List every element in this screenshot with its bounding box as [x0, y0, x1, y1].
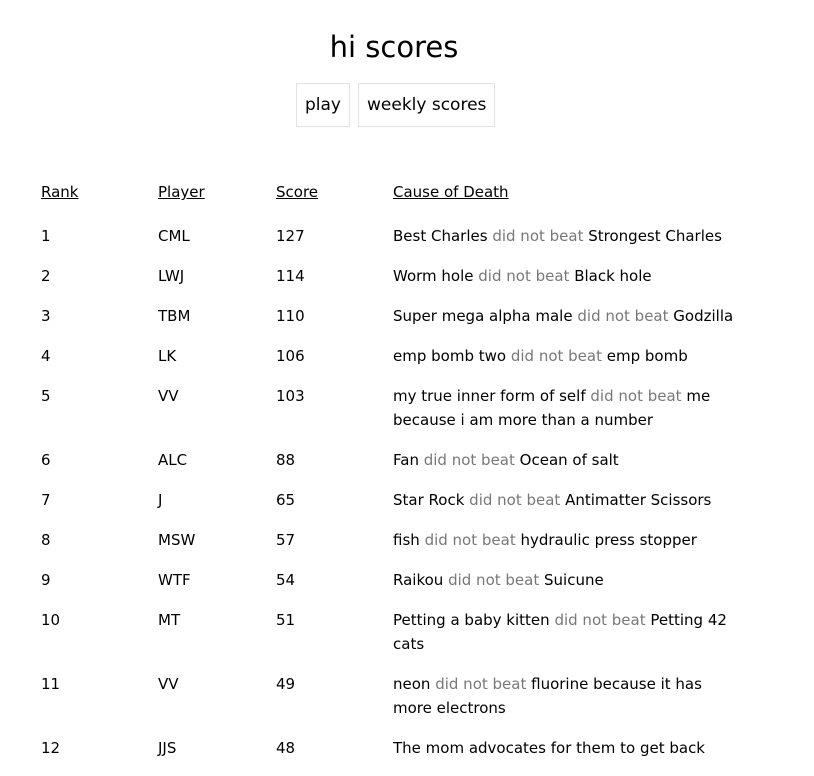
winner-text: my true inner form of self [393, 387, 586, 405]
scores-table [41, 180, 781, 776]
score-cell: 54 [276, 571, 296, 589]
loser-text: Strongest Charles [588, 227, 722, 245]
play-button[interactable]: play [296, 83, 350, 127]
rank-cell: 8 [41, 531, 51, 549]
loser-text: hydraulic press stopper [520, 531, 697, 549]
player-cell: WTF [158, 571, 191, 589]
cause-cell [393, 672, 743, 720]
table-row [41, 736, 781, 760]
did-not-beat-text: did not beat [478, 267, 570, 285]
winner-text: emp bomb two [393, 347, 507, 365]
winner-text: The mom advocates for them to get back [393, 739, 705, 757]
cause-cell [393, 528, 743, 552]
loser-text: Ocean of salt [519, 451, 619, 469]
winner-text: fish [393, 531, 420, 549]
cause-cell [393, 488, 743, 512]
player-cell: LWJ [158, 267, 185, 285]
rank-cell: 12 [41, 739, 61, 757]
score-header[interactable]: Score [276, 183, 319, 201]
loser-text: Antimatter Scissors [565, 491, 712, 509]
did-not-beat-text: did not beat [577, 307, 669, 325]
winner-text: Fan [393, 451, 419, 469]
rank-cell: 4 [41, 347, 51, 365]
cause-cell [393, 384, 743, 432]
loser-text: emp bomb [606, 347, 688, 365]
cause-cell [393, 608, 743, 656]
did-not-beat-text: did not beat [435, 675, 527, 693]
table-row [41, 568, 781, 592]
table-row [41, 448, 781, 472]
table-row [41, 224, 781, 248]
score-cell: 88 [276, 451, 296, 469]
score-cell: 65 [276, 491, 296, 509]
table-row [41, 344, 781, 368]
score-cell: 127 [276, 227, 305, 245]
winner-text: Petting a baby kitten [393, 611, 550, 629]
player-cell: MT [158, 611, 181, 629]
cause-cell [393, 448, 743, 472]
did-not-beat-text: did not beat [554, 611, 646, 629]
rank-cell: 1 [41, 227, 51, 245]
page-title: hi scores [329, 30, 459, 64]
score-cell: 114 [276, 267, 305, 285]
rank-cell: 7 [41, 491, 51, 509]
winner-text: Worm hole [393, 267, 474, 285]
cause-cell [393, 224, 743, 248]
table-body [41, 224, 781, 760]
player-cell: ALC [158, 451, 188, 469]
loser-text: me because i am more than a number [393, 387, 711, 429]
score-cell: 51 [276, 611, 296, 629]
player-cell: TBM [158, 307, 191, 325]
score-cell: 103 [276, 387, 305, 405]
cause-cell [393, 304, 743, 328]
player-cell: VV [158, 387, 179, 405]
loser-text: Godzilla [673, 307, 734, 325]
winner-text: neon [393, 675, 431, 693]
did-not-beat-text: did not beat [423, 451, 515, 469]
did-not-beat-text: did not beat [510, 347, 602, 365]
weekly-scores-button[interactable]: weekly scores [358, 83, 495, 127]
winner-text: Super mega alpha male [393, 307, 573, 325]
cause-cell [393, 736, 743, 760]
score-cell: 110 [276, 307, 305, 325]
table-row [41, 488, 781, 512]
did-not-beat-text: did not beat [469, 491, 561, 509]
score-cell: 49 [276, 675, 296, 693]
player-cell: CML [158, 227, 190, 245]
score-cell: 48 [276, 739, 296, 757]
rank-cell: 3 [41, 307, 51, 325]
player-cell: JJS [158, 739, 177, 757]
winner-text: Star Rock [393, 491, 465, 509]
did-not-beat-text: did not beat [590, 387, 682, 405]
player-header[interactable]: Player [158, 183, 205, 201]
score-cell: 106 [276, 347, 305, 365]
rank-cell: 11 [41, 675, 61, 693]
did-not-beat-text: did not beat [492, 227, 584, 245]
loser-text: Petting 42 cats [393, 611, 727, 653]
cause-cell [393, 568, 743, 592]
player-cell: J [158, 491, 163, 509]
table-row [41, 304, 781, 328]
score-cell: 57 [276, 531, 296, 549]
cause-cell [393, 344, 743, 368]
player-cell: VV [158, 675, 179, 693]
table-header [41, 180, 781, 204]
rank-cell: 5 [41, 387, 51, 405]
rank-header[interactable]: Rank [41, 183, 79, 201]
table-row [41, 672, 781, 720]
table-row [41, 528, 781, 552]
loser-text: Black hole [574, 267, 652, 285]
table-row [41, 264, 781, 288]
rank-cell: 6 [41, 451, 51, 469]
rank-cell: 2 [41, 267, 51, 285]
winner-text: Best Charles [393, 227, 488, 245]
player-cell: MSW [158, 531, 196, 549]
rank-cell: 9 [41, 571, 51, 589]
did-not-beat-text: did not beat [448, 571, 540, 589]
loser-text: Suicune [544, 571, 604, 589]
rank-cell: 10 [41, 611, 61, 629]
did-not-beat-text: did not beat [424, 531, 516, 549]
loser-text: fluorine because it has more electrons [393, 675, 702, 717]
table-row [41, 608, 781, 656]
cause-cell [393, 264, 743, 288]
nav-bar [296, 83, 495, 127]
cause-header[interactable]: Cause of Death [393, 183, 509, 201]
player-cell: LK [158, 347, 177, 365]
table-row [41, 384, 781, 432]
winner-text: Raikou [393, 571, 444, 589]
